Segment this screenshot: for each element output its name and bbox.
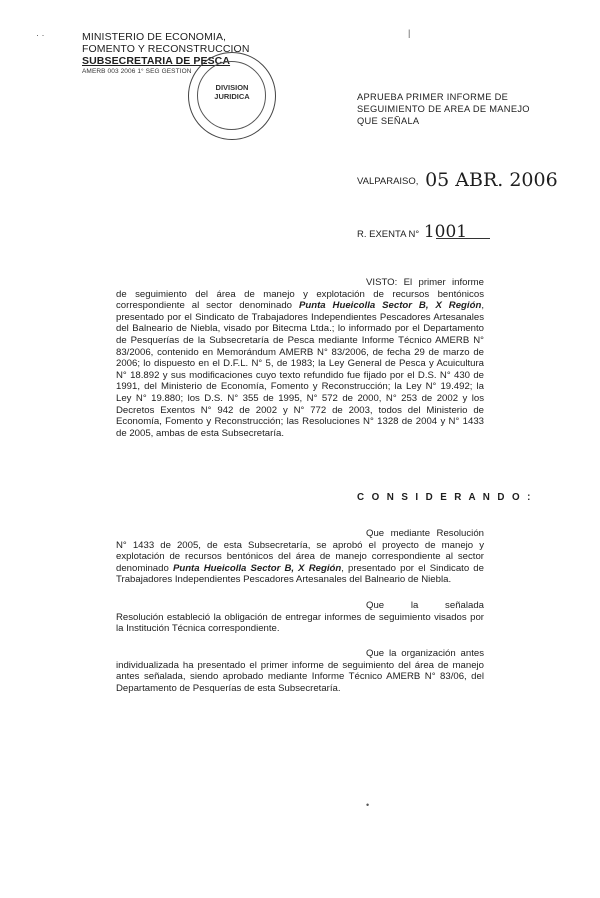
considerando-p1-sector: Punta Hueicolla Sector B, X Región: [172, 562, 342, 574]
subject-block: [357, 91, 530, 127]
page-dot-mark: •: [366, 800, 370, 810]
exenta-line: [357, 222, 490, 242]
visto-sector: Punta Hueicolla Sector B, X Región: [298, 300, 482, 312]
exenta-number: 1001: [423, 222, 468, 242]
considerando-heading: C O N S I D E R A N D O :: [357, 492, 533, 503]
letterhead-subsecretaria: SUBSECRETARIA DE PESCA: [82, 55, 231, 67]
subject-line-1: APRUEBA PRIMER INFORME DE: [357, 92, 509, 102]
visto-text-b: , presentado por el Sindicato de Trabajadores Independientes Pescadores Artesanales del Balneario de Niebla, visado por Bitecma Ltda.; lo informado por el Departamento de Pesquerías de la Subsecretaría de Pesca mediante Informe Técnico AMERB N° 83/2006, contenido en Memorándum AMERB N° 83/2006, de fecha 29 de marzo de 2006; lo dispuesto en el D.F.L. N° 5, de 1983; la Ley General de Pesca y Acuicultura N° 18.892 y sus modificaciones cuyo texto refundido fue fijado por el D.S. N° 430 de 1991, del Ministerio de Economía, Fomento y Reconstrucción; la Ley N° 19.492; la Ley N° 19.880; los D.S. N° 355 de 1995, N° 572 de 2000, N° 253 de 2002 y los Decretos Exentos N° 942 de 2002 y N° 772 de 2003, todos del Ministerio de Economía, Fomento y Reconstrucción; las Resoluciones N° 1328 de 2004 y N° 1433 de 2005, ambas de esta Subsecretaría.: [116, 300, 484, 439]
letterhead-ministry: MINISTERIO DE ECONOMIA,: [82, 31, 227, 43]
exenta-label: R. EXENTA N°: [357, 229, 420, 240]
considerando-paragraph-2: Que la señalada Resolución estableció la obligación de entregar informes de seguimiento visados por la Institución Técnica correspondiente.: [116, 600, 484, 635]
division-juridica-stamp: [188, 52, 276, 140]
stamp-line-1: DIVISION: [215, 83, 249, 92]
visto-label: VISTO:: [366, 277, 398, 288]
considerando-paragraph-1: [116, 528, 484, 586]
letterhead-ministry-2: FOMENTO Y RECONSTRUCCION: [82, 43, 250, 55]
date-stamp: 05 ABR. 2006: [425, 169, 558, 191]
exenta-underline: [436, 238, 490, 239]
margin-mark: |: [408, 28, 411, 38]
subject-line-2: SEGUIMIENTO DE AREA DE MANEJO: [357, 104, 530, 114]
margin-mark: · ·: [36, 30, 45, 40]
date-city: VALPARAISO,: [357, 176, 419, 187]
date-line: [357, 167, 558, 189]
stamp-line-2: JURIDICA: [214, 92, 250, 101]
considerando-p1-b: , presentado por el Sindicato de Trabajadores Independientes Pescadores Artesanales del Balneario de Niebla.: [116, 562, 484, 586]
stamp-text: [199, 83, 265, 101]
visto-text-a: El primer informe de seguimiento del área de manejo y explotación de recursos bentónicos correspondiente al sector denominado: [116, 277, 484, 312]
letterhead-reference: AMERB 003 2006 1° SEG GESTION: [82, 68, 192, 75]
considerando-paragraph-3: Que la organización antes individualizada ha presentado el primer informe de seguimiento del área de manejo antes señalada, siendo aprobado mediante Informe Técnico AMERB N° 83/06, del Departamento de Pesquerías de esta Subsecretaría.: [116, 648, 484, 694]
visto-paragraph: [116, 277, 484, 439]
considerando-p1-a: Que mediante Resolución N° 1433 de 2005, de esta Subsecretaría, se aprobó el proyecto de manejo y explotación de recursos bentónicos del área de manejo correspondiente al sector denominado: [116, 528, 484, 574]
subject-line-3: QUE SEÑALA: [357, 116, 420, 126]
